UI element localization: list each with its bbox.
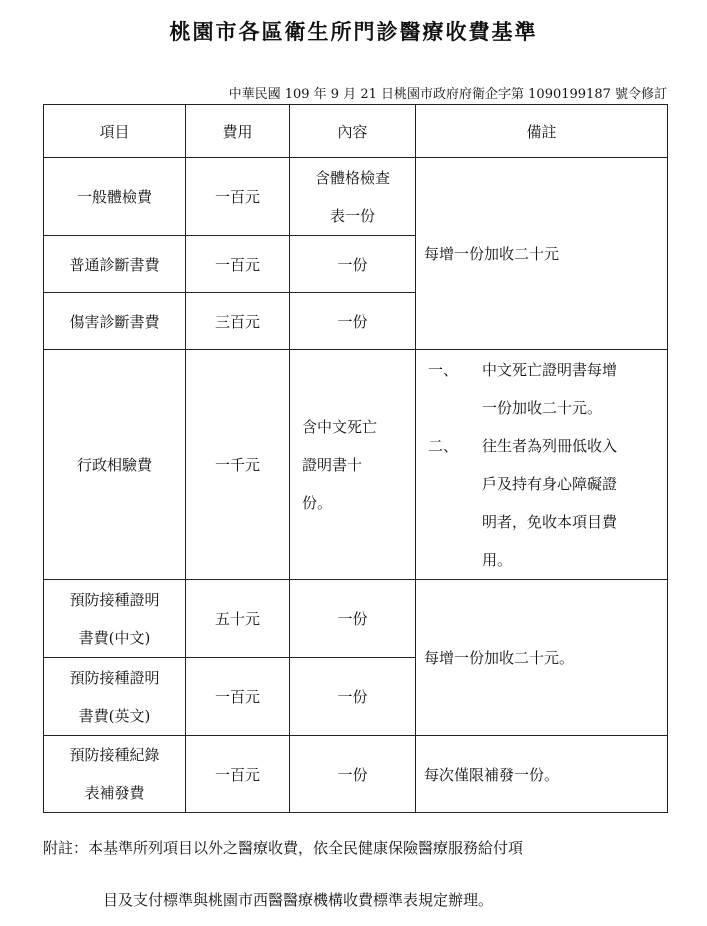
page-title: 桃園市各區衛生所門診醫療收費基準	[169, 19, 538, 44]
remark-cell: 每次僅限補發一份。	[416, 736, 668, 813]
footnote	[43, 822, 667, 926]
table-row	[44, 350, 668, 580]
fee-cell: 一百元	[186, 158, 290, 236]
amendment-note: 中華民國 109 年 9 月 21 日桃園市政府府衛企字第 1090199187 號令修訂	[228, 87, 667, 102]
remark-line: 一份加收二十元。	[482, 398, 603, 417]
content-line: 證明書十	[302, 455, 363, 474]
content-cell: 一份	[290, 293, 416, 350]
item-line: 書費(英文)	[78, 706, 151, 725]
fee-cell: 五十元	[186, 580, 290, 658]
item-line: 預防接種紀錄	[69, 746, 160, 764]
footnote-line: 目及支付標準與桃園市西醫醫療機構收費標準表規定辦理。	[103, 891, 494, 909]
remark-item	[424, 351, 659, 427]
remark-cell: 每增一份加收二十元。	[416, 580, 668, 736]
content-line: 表一份	[329, 206, 375, 225]
header-remarks: 備註	[416, 105, 668, 158]
content-cell: 一份	[290, 658, 416, 736]
item-cell	[44, 658, 186, 736]
item-line: 預防接種證明	[69, 668, 160, 687]
content-cell: 一份	[290, 736, 416, 813]
header-content: 內容	[290, 105, 416, 158]
remark-line: 戶及持有身心障礙證	[482, 474, 618, 493]
table-row	[44, 736, 668, 813]
item-cell: 一般體檢費	[44, 158, 186, 236]
remark-cell: 每增一份加收二十元	[416, 158, 668, 350]
fee-cell: 一千元	[186, 350, 290, 580]
item-cell: 傷害診斷書費	[44, 293, 186, 350]
item-cell: 普通診斷書費	[44, 236, 186, 293]
fee-cell: 一百元	[186, 736, 290, 813]
remark-cell	[416, 350, 668, 580]
remark-item	[424, 427, 659, 579]
remark-number: 一、	[428, 360, 459, 379]
item-cell	[44, 580, 186, 658]
table-row	[44, 158, 668, 236]
remark-line: 中文死亡證明書每增	[482, 360, 618, 379]
item-line: 表補發費	[84, 784, 145, 802]
remark-line: 用。	[482, 550, 513, 569]
content-line: 份。	[302, 493, 333, 512]
remark-line: 往生者為列冊低收入	[482, 436, 618, 455]
fee-cell: 一百元	[186, 658, 290, 736]
table-row	[44, 580, 668, 658]
item-cell: 行政相驗費	[44, 350, 186, 580]
content-line: 含中文死亡	[302, 417, 378, 436]
content-cell: 一份	[290, 236, 416, 293]
content-cell: 一份	[290, 580, 416, 658]
fee-table	[43, 104, 668, 813]
content-line: 含體格檢查	[314, 168, 390, 187]
table-header-row	[44, 105, 668, 158]
header-item: 項目	[44, 105, 186, 158]
content-cell	[290, 350, 416, 580]
item-line: 預防接種證明	[69, 590, 160, 609]
footnote-line: 附註：本基準所列項目以外之醫療收費，依全民健康保險醫療服務給付項	[43, 839, 524, 857]
fee-cell: 三百元	[186, 293, 290, 350]
remark-number: 二、	[428, 436, 459, 455]
item-line: 書費(中文)	[78, 628, 151, 647]
remark-line: 明者，免收本項目費	[482, 512, 618, 531]
item-cell	[44, 736, 186, 813]
content-cell	[290, 158, 416, 236]
header-fee: 費用	[186, 105, 290, 158]
fee-cell: 一百元	[186, 236, 290, 293]
